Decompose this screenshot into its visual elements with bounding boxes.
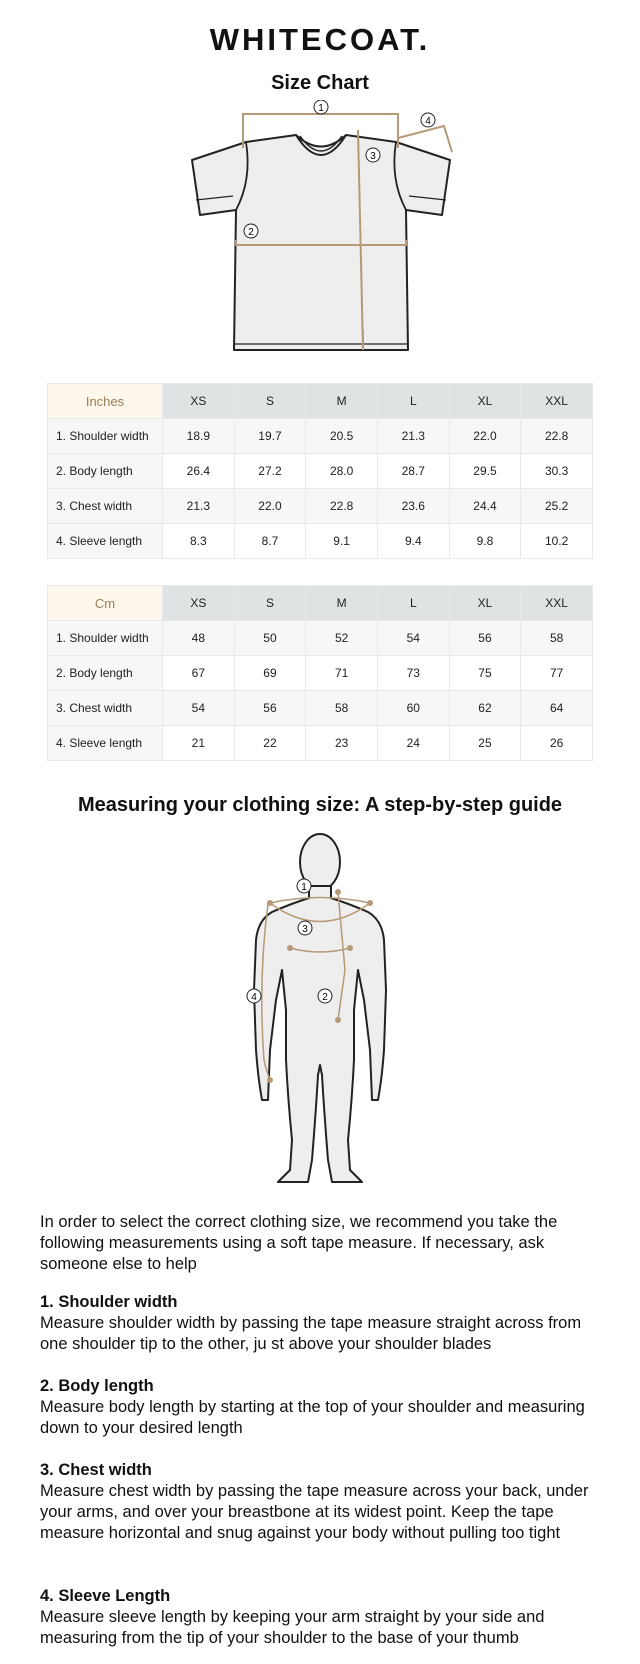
table-cell: 22.8: [306, 489, 378, 524]
row-label: 4. Sleeve length: [48, 524, 163, 559]
table-cell: 28.0: [306, 454, 378, 489]
table-cell: 54: [163, 691, 235, 726]
table-cell: 75: [449, 656, 521, 691]
step-heading: 2. Body length: [40, 1377, 154, 1395]
row-label: 2. Body length: [48, 656, 163, 691]
size-header: M: [306, 586, 378, 621]
table-cell: 19.7: [234, 419, 306, 454]
table-cell: 21.3: [377, 419, 449, 454]
size-header: L: [377, 586, 449, 621]
step-body: Measure body length by starting at the top of your shoulder and measuring down to your desired length: [40, 1398, 585, 1437]
body-marker-1: 1: [301, 882, 307, 893]
table-cell: 8.7: [234, 524, 306, 559]
table-row: [48, 691, 593, 726]
size-header: XL: [449, 384, 521, 419]
inches-size-table: [47, 383, 593, 559]
step-heading: 4. Sleeve Length: [40, 1587, 171, 1605]
table-cell: 23: [306, 726, 378, 761]
table-cell: 22.8: [521, 419, 593, 454]
size-header: S: [234, 384, 306, 419]
table-cell: 22: [234, 726, 306, 761]
table-cell: 62: [449, 691, 521, 726]
table-cell: 30.3: [521, 454, 593, 489]
table-cell: 18.9: [163, 419, 235, 454]
size-header: XS: [163, 384, 235, 419]
table-cell: 52: [306, 621, 378, 656]
table-cell: 69: [234, 656, 306, 691]
size-header: XXL: [521, 586, 593, 621]
table-header-row: [48, 586, 593, 621]
unit-label: Cm: [48, 586, 163, 621]
body-measurement-diagram: [0, 830, 640, 1190]
size-header: XXL: [521, 384, 593, 419]
size-header: M: [306, 384, 378, 419]
table-row: [48, 454, 593, 489]
step-body: Measure shoulder width by passing the tape measure straight across from one shoulder tip to the other, ju st above your shoulder blades: [40, 1314, 582, 1353]
table-row: [48, 621, 593, 656]
size-header: XS: [163, 586, 235, 621]
unit-label: Inches: [48, 384, 163, 419]
table-cell: 29.5: [449, 454, 521, 489]
table-cell: 23.6: [377, 489, 449, 524]
table-cell: 56: [449, 621, 521, 656]
table-cell: 20.5: [306, 419, 378, 454]
table-cell: 9.8: [449, 524, 521, 559]
table-row: [48, 656, 593, 691]
cm-size-table: [47, 585, 593, 761]
table-cell: 67: [163, 656, 235, 691]
table-cell: 48: [163, 621, 235, 656]
brand-logo: WHITECOAT.: [209, 22, 431, 57]
table-cell: 56: [234, 691, 306, 726]
step-body-length: [40, 1376, 610, 1439]
table-cell: 58: [306, 691, 378, 726]
step-body: Measure chest width by passing the tape measure across your back, under your arms, and over your breastbone at its widest point. Keep the tape measure horizontal and snug against your body without pulling too tight: [40, 1482, 589, 1542]
table-cell: 10.2: [521, 524, 593, 559]
marker-4: 4: [425, 116, 431, 127]
table-header-row: [48, 384, 593, 419]
table-cell: 60: [377, 691, 449, 726]
row-label: 1. Shoulder width: [48, 621, 163, 656]
step-heading: 1. Shoulder width: [40, 1293, 178, 1311]
row-label: 2. Body length: [48, 454, 163, 489]
step-body: Measure sleeve length by keeping your arm straight by your side and measuring from the tip of your shoulder to the base of your thumb: [40, 1608, 545, 1647]
table-row: [48, 419, 593, 454]
table-cell: 28.7: [377, 454, 449, 489]
row-label: 3. Chest width: [48, 489, 163, 524]
marker-1: 1: [318, 103, 324, 114]
table-cell: 9.1: [306, 524, 378, 559]
table-cell: 22.0: [449, 419, 521, 454]
body-marker-3: 3: [302, 924, 308, 935]
marker-2: 2: [248, 227, 254, 238]
table-cell: 54: [377, 621, 449, 656]
table-cell: 21: [163, 726, 235, 761]
table-cell: 73: [377, 656, 449, 691]
table-row: [48, 726, 593, 761]
page-title: Size Chart: [271, 72, 369, 94]
table-cell: 24.4: [449, 489, 521, 524]
step-heading: 3. Chest width: [40, 1461, 152, 1479]
table-row: [48, 489, 593, 524]
table-cell: 26: [521, 726, 593, 761]
row-label: 1. Shoulder width: [48, 419, 163, 454]
table-cell: 9.4: [377, 524, 449, 559]
body-marker-2: 2: [322, 992, 328, 1003]
marker-3: 3: [370, 151, 376, 162]
table-cell: 22.0: [234, 489, 306, 524]
table-cell: 21.3: [163, 489, 235, 524]
table-cell: 27.2: [234, 454, 306, 489]
size-header: XL: [449, 586, 521, 621]
table-cell: 25.2: [521, 489, 593, 524]
size-header: L: [377, 384, 449, 419]
table-cell: 64: [521, 691, 593, 726]
tshirt-diagram: [0, 100, 640, 360]
size-header: S: [234, 586, 306, 621]
step-chest-width: [40, 1460, 610, 1544]
guide-title: Measuring your clothing size: A step-by-step guide: [77, 794, 563, 816]
table-cell: 58: [521, 621, 593, 656]
step-shoulder-width: [40, 1292, 610, 1355]
table-cell: 26.4: [163, 454, 235, 489]
intro-paragraph: In order to select the correct clothing size, we recommend you take the following measurements using a soft tape measure. If necessary, ask someone else to help: [40, 1213, 558, 1273]
table-cell: 71: [306, 656, 378, 691]
table-cell: 77: [521, 656, 593, 691]
table-cell: 8.3: [163, 524, 235, 559]
body-marker-4: 4: [251, 992, 257, 1003]
row-label: 4. Sleeve length: [48, 726, 163, 761]
step-sleeve-length: [40, 1586, 610, 1649]
table-cell: 50: [234, 621, 306, 656]
table-row: [48, 524, 593, 559]
row-label: 3. Chest width: [48, 691, 163, 726]
table-cell: 24: [377, 726, 449, 761]
table-cell: 25: [449, 726, 521, 761]
intro-text: [40, 1212, 610, 1275]
